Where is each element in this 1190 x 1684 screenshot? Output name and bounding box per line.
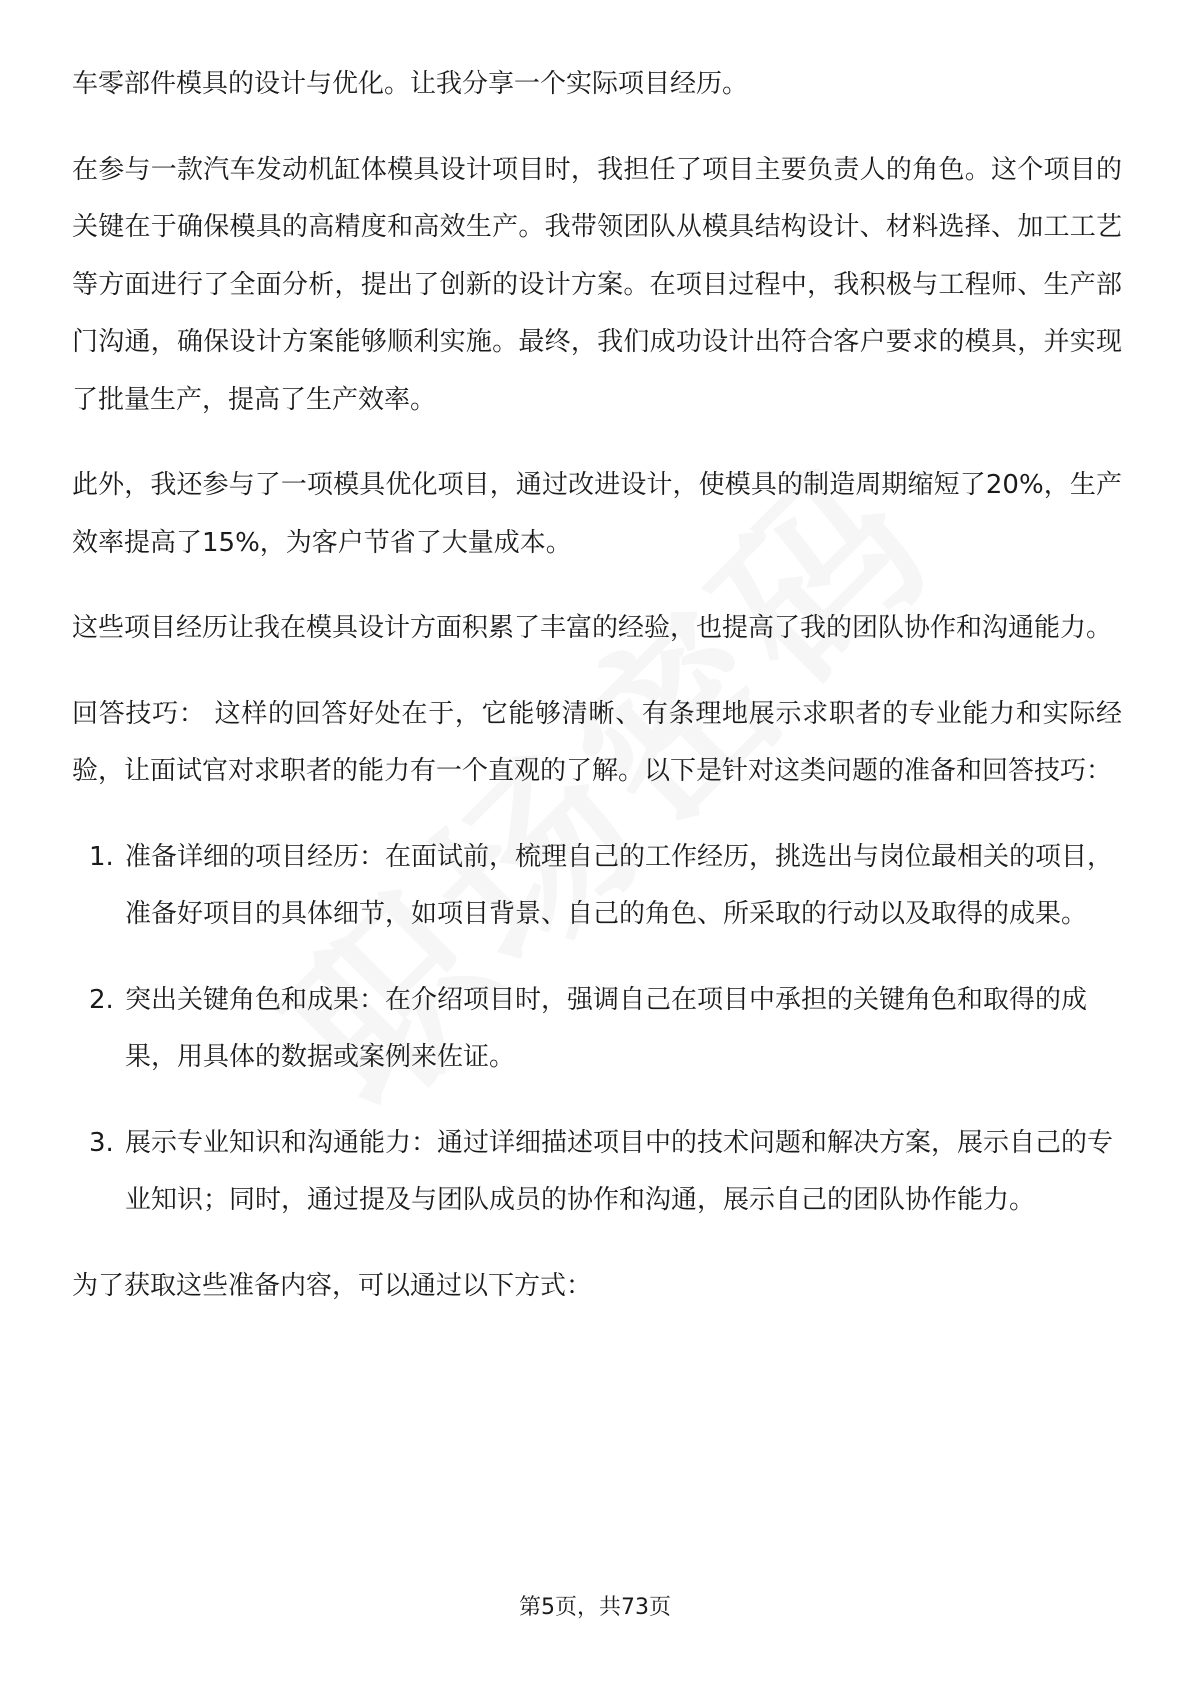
paragraph: 此外，我还参与了一项模具优化项目，通过改进设计，使模具的制造周期缩短了20%，生产效率提高了15%，为客户节省了大量成本。: [72, 470, 1122, 558]
list-text: 准备详细的项目经历：在面试前，梳理自己的工作经历，挑选出与岗位最相关的项目，准备好项目的具体细节，如项目背景、自己的角色、所采取的行动以及取得的成果。: [125, 841, 1114, 929]
tips-list: [72, 829, 1122, 1230]
document-body: [72, 56, 1122, 1343]
list-item: [72, 1115, 1122, 1230]
list-item: [72, 829, 1122, 944]
list-number: 2.: [89, 984, 114, 1015]
paragraph: 在参与一款汽车发动机缸体模具设计项目时，我担任了项目主要负责人的角色。这个项目的关键在于确保模具的高精度和高效生产。我带领团队从模具结构设计、材料选择、加工工艺等方面进行了全面分析，提出了创新的设计方案。在项目过程中，我积极与工程师、生产部门沟通，确保设计方案能够顺利实施。最终，我们成功设计出符合客户要求的模具，并实现了批量生产，提高了生产效率。: [72, 154, 1122, 415]
list-number: 3.: [89, 1127, 114, 1158]
closing-paragraph: 为了获取这些准备内容，可以通过以下方式：: [72, 1270, 593, 1301]
page-number: 第5页，共73页: [519, 1595, 671, 1620]
list-number: 1.: [89, 841, 114, 872]
paragraph: 这些项目经历让我在模具设计方面积累了丰富的经验，也提高了我的团队协作和沟通能力。: [72, 613, 1113, 643]
list-item: [72, 972, 1122, 1087]
list-text: 突出关键角色和成果：在介绍项目时，强调自己在项目中承担的关键角色和取得的成果，用具体的数据或案例来佐证。: [125, 984, 1088, 1072]
list-text: 展示专业知识和沟通能力：通过详细描述项目中的技术问题和解决方案，展示自己的专业知识；同时，通过提及与团队成员的协作和沟通，展示自己的团队协作能力。: [125, 1127, 1114, 1215]
paragraph: 车零部件模具的设计与优化。让我分享一个实际项目经历。: [72, 69, 749, 99]
tips-paragraph: 回答技巧： 这样的回答好处在于，它能够清晰、有条理地展示求职者的专业能力和实际经验，让面试官对求职者的能力有一个直观的了解。以下是针对这类问题的准备和回答技巧：: [72, 698, 1122, 786]
